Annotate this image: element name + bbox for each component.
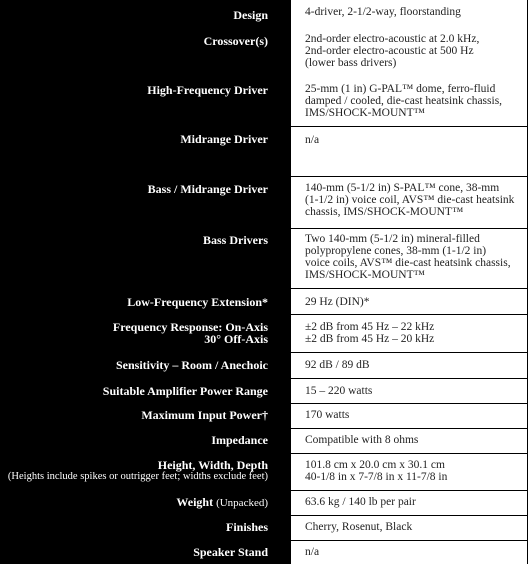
spec-value [291, 515, 527, 540]
value-line: 101.8 cm x 20.0 cm x 30.1 cm [305, 459, 445, 471]
spec-value [291, 288, 527, 314]
spec-row-amplifier-range [0, 378, 528, 403]
spec-value [291, 126, 527, 176]
value-line: damped / cooled, die-cast heatsink chassis, [305, 95, 503, 107]
spec-label [0, 321, 268, 345]
row-divider [291, 352, 527, 353]
spec-row-sensitivity [0, 352, 528, 378]
label-text: Weight [176, 495, 214, 509]
spec-row-dimensions [0, 453, 528, 490]
value-line: 2nd-order electro-acoustic at 2.0 kHz, [305, 33, 480, 45]
spec-label: Speaker Stand [193, 545, 268, 559]
row-divider [291, 176, 527, 177]
value-line: 29 Hz (DIN)* [305, 296, 370, 308]
value-line: 40-1/8 in x 7-7/8 in x 11-7/8 in [305, 471, 448, 483]
spec-value [291, 490, 527, 515]
value-line: 170 watts [305, 409, 350, 421]
value-line: (lower bass drivers) [305, 57, 397, 69]
spec-row-bass-midrange [0, 176, 528, 228]
value-line: polypropylene cones, 38-mm (1-1/2 in) [305, 245, 487, 257]
value-line: ±2 dB from 45 Hz – 20 kHz [305, 333, 435, 345]
value-line: IMS/SHOCK-MOUNT™ [305, 107, 425, 119]
value-line: voice coils, AVS™ die-cast heatsink chassis, [305, 257, 511, 269]
spec-label: Crossover(s) [203, 34, 268, 48]
row-divider [291, 403, 527, 404]
spec-row-frequency-response [0, 314, 528, 352]
spec-row-speaker-stand [0, 540, 528, 564]
value-line: Compatible with 8 ohms [305, 434, 419, 446]
spec-row-crossover [0, 30, 528, 78]
value-line: (1-1/2 in) voice coil, AVS™ die-cast heatsink [305, 194, 515, 206]
spec-row-weight [0, 490, 528, 515]
row-divider [291, 428, 527, 429]
value-line: chassis, IMS/SHOCK-MOUNT™ [305, 206, 464, 218]
value-line: 63.6 kg / 140 lb per pair [305, 496, 416, 508]
spec-value [291, 176, 527, 228]
value-line: 92 dB / 89 dB [305, 359, 370, 371]
spec-value [291, 540, 527, 564]
spec-row-bass-drivers [0, 228, 528, 288]
value-line: 2nd-order electro-acoustic at 500 Hz [305, 45, 474, 57]
value-line: IMS/SHOCK-MOUNT™ [305, 269, 425, 281]
row-divider [291, 378, 527, 379]
value-line: Two 140-mm (5-1/2 in) mineral-filled [305, 233, 480, 245]
row-divider [291, 314, 527, 315]
row-divider [291, 540, 527, 541]
label-line: Height, Width, Depth [157, 458, 268, 472]
row-divider [291, 453, 527, 454]
spec-row-hf-driver [0, 78, 528, 126]
spec-value [291, 314, 527, 352]
label-suffix: (Unpacked) [216, 497, 268, 509]
spec-label: Maximum Input Power† [141, 408, 268, 422]
spec-row-design [0, 0, 528, 30]
spec-row-impedance [0, 428, 528, 453]
spec-label: Impedance [211, 433, 268, 447]
value-line: n/a [305, 546, 320, 558]
spec-label [0, 459, 268, 483]
value-line: ±2 dB from 45 Hz – 22 kHz [305, 321, 435, 333]
spec-label: Sensitivity – Room / Anechoic [116, 358, 268, 372]
spec-value [291, 228, 527, 288]
label-line: 30° Off-Axis [204, 332, 268, 346]
spec-label: Finishes [225, 520, 268, 534]
spec-label: Suitable Amplifier Power Range [102, 384, 268, 398]
row-divider [291, 288, 527, 289]
spec-row-lf-extension [0, 288, 528, 314]
spec-value [291, 428, 527, 453]
value-line: n/a [305, 134, 320, 146]
spec-value [291, 352, 527, 378]
row-divider [291, 126, 527, 127]
spec-label [0, 496, 268, 509]
spec-row-finishes [0, 515, 528, 540]
spec-value [291, 378, 527, 403]
label-note: (Heights include spikes or outrigger feet; widths exclude feet) [7, 471, 268, 482]
spec-label: Design [233, 8, 268, 22]
spec-label: High-Frequency Driver [147, 83, 268, 97]
spec-row-midrange [0, 126, 528, 176]
spec-label: Bass Drivers [203, 233, 268, 247]
spec-value [291, 453, 527, 490]
value-line: 140-mm (5-1/2 in) S-PAL™ cone, 38-mm [305, 182, 500, 194]
spec-label: Low-Frequency Extension* [127, 295, 268, 309]
row-divider [291, 490, 527, 491]
row-divider [291, 228, 527, 229]
label-line: Frequency Response: On-Axis [112, 320, 268, 334]
spec-value [291, 78, 527, 126]
value-line: 15 – 220 watts [305, 385, 373, 397]
spec-label: Midrange Driver [180, 132, 268, 146]
spec-value [291, 30, 527, 78]
spec-value [291, 0, 527, 30]
row-divider [291, 515, 527, 516]
spec-row-max-input [0, 403, 528, 428]
value-line: 25-mm (1 in) G-PAL™ dome, ferro-fluid [305, 83, 496, 95]
value-line: Cherry, Rosenut, Black [305, 521, 413, 533]
value-line: 4-driver, 2-1/2-way, floorstanding [305, 6, 461, 18]
spec-label: Bass / Midrange Driver [147, 182, 268, 196]
spec-value [291, 403, 527, 428]
